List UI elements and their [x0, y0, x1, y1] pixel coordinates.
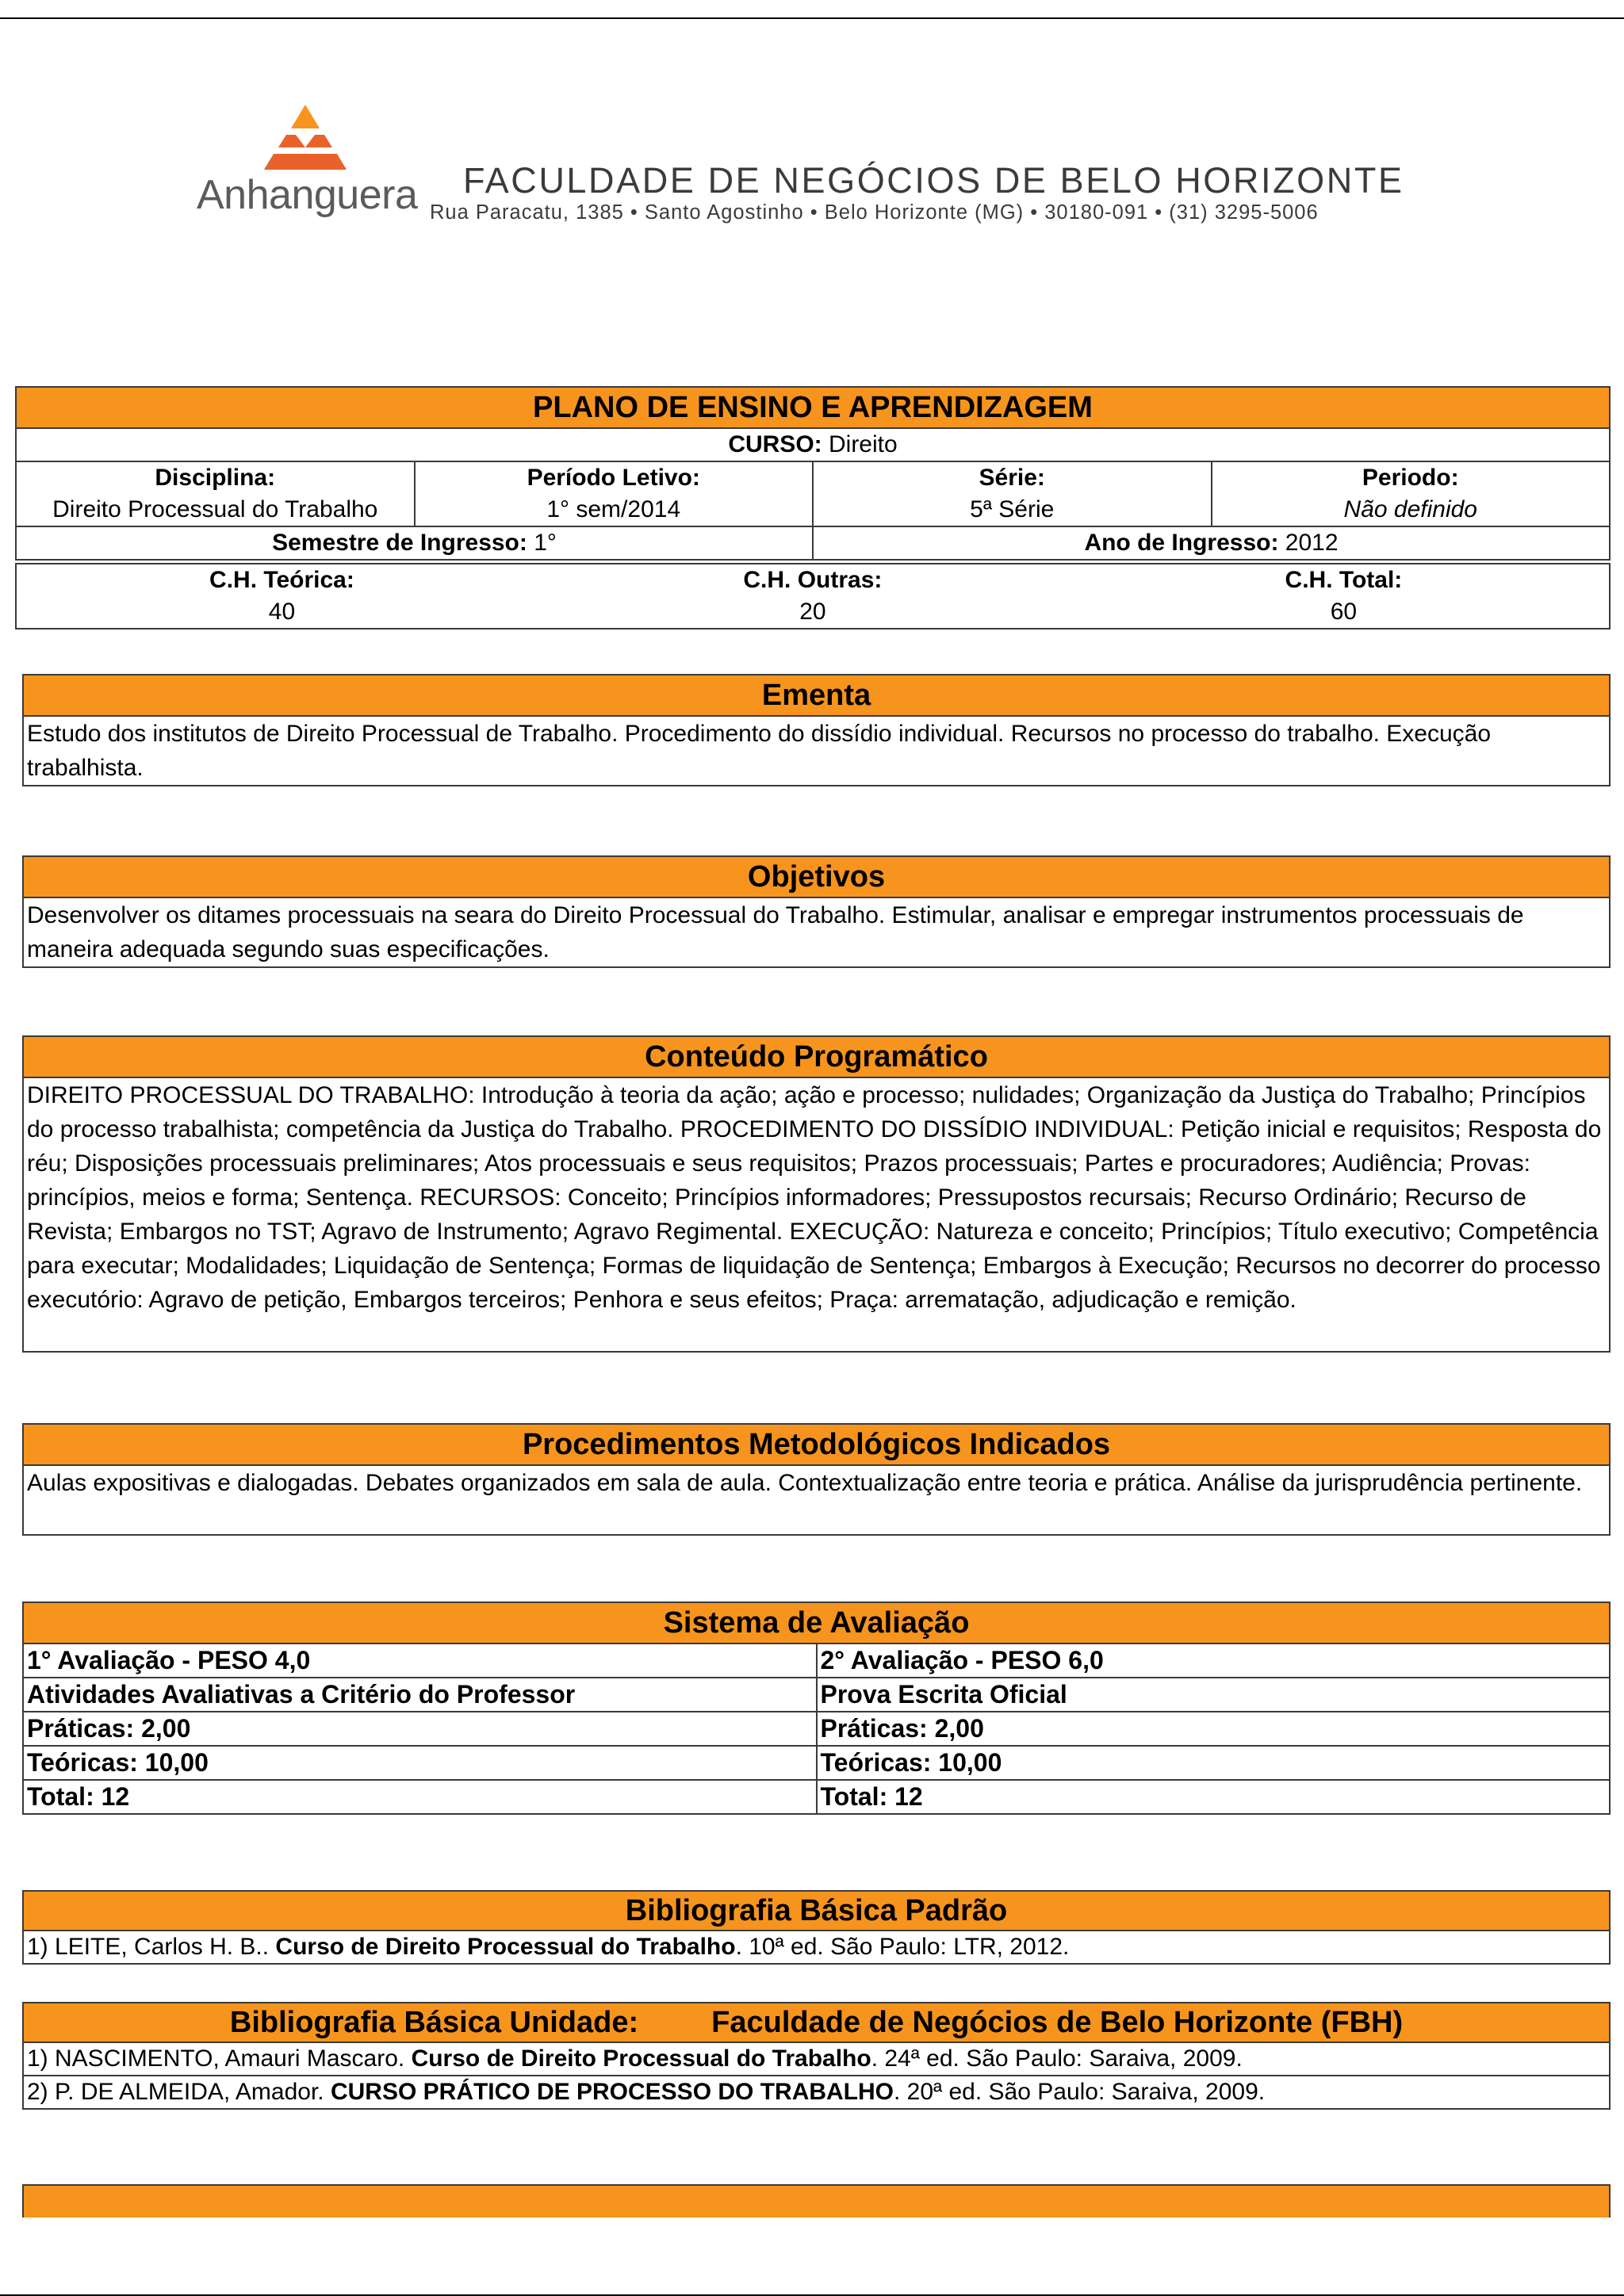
avaliacao-cell: Prova Escrita Oficial — [817, 1678, 1611, 1712]
avaliacao-cell: Total: 12 — [817, 1780, 1611, 1814]
ementa-title: Ementa — [23, 675, 1610, 716]
semestre-ingresso — [16, 526, 813, 560]
plan-title: PLANO DE ENSINO E APRENDIZAGEM — [16, 387, 1610, 428]
serie-label: Série: — [813, 461, 1212, 494]
triangle-logo-icon — [250, 103, 361, 171]
bib-padrao-item — [23, 1931, 1610, 1964]
bib-unidade-title-right: Faculdade de Negócios de Belo Horizonte (FBH) — [711, 2006, 1404, 2039]
ch-teorica-label: C.H. Teórica: — [16, 564, 547, 596]
bib-unidade-title-left: Bibliografia Básica Unidade: — [229, 2006, 639, 2039]
top-rule — [0, 17, 1624, 19]
institution-address: Rua Paracatu, 1385 • Santo Agostinho • Belo Horizonte (MG) • 30180-091 • (31) 3295-5006 — [430, 201, 1319, 224]
bib-book-title: Curso de Direito Processual do Trabalho — [411, 2045, 871, 2072]
conteudo-title: Conteúdo Programático — [23, 1036, 1610, 1077]
bib-padrao-title: Bibliografia Básica Padrão — [23, 1891, 1610, 1931]
ano-value: 2012 — [1278, 530, 1339, 556]
ementa-section — [22, 674, 1611, 786]
ementa-text: Estudo dos institutos de Direito Processual de Trabalho. Procedimento do dissídio individual. Recursos no processo do trabalho. Execução trabalhista. — [23, 716, 1610, 786]
avaliacao-cell: Práticas: 2,00 — [23, 1712, 817, 1746]
periodo-letivo-value: 1° sem/2014 — [415, 494, 814, 526]
semestre-label: Semestre de Ingresso: — [272, 530, 527, 556]
periodo-letivo-label: Período Letivo: — [415, 461, 814, 494]
curso-value: Direito — [822, 431, 898, 457]
ano-ingresso — [813, 526, 1610, 560]
ch-total-value: 60 — [1078, 596, 1610, 629]
ano-label: Ano de Ingresso: — [1084, 530, 1279, 556]
carga-horaria-table — [15, 563, 1611, 629]
plan-table — [15, 386, 1611, 561]
ch-teorica-value: 40 — [16, 596, 547, 629]
curso-row — [16, 428, 1610, 461]
disciplina-label: Disciplina: — [16, 461, 415, 494]
bib-book-title: Curso de Direito Processual do Trabalho — [275, 1934, 736, 1960]
avaliacao-cell: Práticas: 2,00 — [817, 1712, 1611, 1746]
bibliografia-padrao-section — [22, 1890, 1611, 1965]
bib-book-title: CURSO PRÁTICO DE PROCESSO DO TRABALHO — [330, 2079, 894, 2105]
avaliacao-title: Sistema de Avaliação — [23, 1602, 1610, 1644]
curso-label: CURSO: — [728, 431, 822, 457]
logo-text: Anhanguera — [197, 172, 418, 218]
avaliacao-cell: Teóricas: 10,00 — [23, 1746, 817, 1780]
bibliografia-unidade-section — [22, 2002, 1611, 2110]
document-header — [190, 103, 1427, 238]
next-section-bar — [23, 2185, 1610, 2218]
ch-total-label: C.H. Total: — [1078, 564, 1610, 596]
bib-unidade-item — [23, 2076, 1610, 2109]
procedimentos-text: Aulas expositivas e dialogadas. Debates organizados em sala de aula. Contextualização entre teoria e prática. Análise da jurisprudência pertinente. — [23, 1465, 1610, 1535]
procedimentos-title: Procedimentos Metodológicos Indicados — [23, 1424, 1610, 1465]
avaliacao-cell: Teóricas: 10,00 — [817, 1746, 1611, 1780]
institution-name: FACULDADE DE NEGÓCIOS DE BELO HORIZONTE — [463, 160, 1404, 201]
avaliacao-cell: Total: 12 — [23, 1780, 817, 1814]
objetivos-title: Objetivos — [23, 856, 1610, 897]
bib-edition: . 10ª ed. São Paulo: LTR, 2012. — [735, 1934, 1070, 1960]
procedimentos-section — [22, 1423, 1611, 1536]
anhanguera-logo — [190, 103, 418, 230]
serie-value: 5ª Série — [813, 494, 1212, 526]
ch-outras-value: 20 — [547, 596, 1078, 629]
avaliacao-section — [22, 1601, 1611, 1815]
avaliacao-cell: 1° Avaliação - PESO 4,0 — [23, 1644, 817, 1678]
bib-edition: . 24ª ed. São Paulo: Saraiva, 2009. — [871, 2045, 1243, 2072]
conteudo-text: DIREITO PROCESSUAL DO TRABALHO: Introdução à teoria da ação; ação e processo; nulidades; Organização da Justiça do Trabalho; Princípios do processo trabalhista; competência da Justiça do Trabalho. PROCEDIMENTO DO DISSÍDIO INDIVIDUAL: Petição inicial e requisitos; Resposta do réu; Disposições processuais preliminares; Atos processuais e seus requisitos; Prazos processuais; Partes e procuradores; Audiência; Provas: princípios, meios e forma; Sentença. RECURSOS: Conceito; Princípios informadores; Pressupostos recursais; Recurso Ordinário; Recurso de Revista; Embargos no TST; Agravo de Instrumento; Agravo Regimental. EXECUÇÃO: Natureza e conceito; Princípios; Título executivo; Competência para executar; Modalidades; Liquidação de Sentença; Formas de liquidação de Sentença; Embargos à Execução; Recursos no decorrer do processo executório: Agravo de petição, Embargos terceiros; Penhora e seus efeitos; Praça: arrematação, adjudicação e remição. — [23, 1077, 1610, 1352]
bib-author: 2) P. DE ALMEIDA, Amador. — [27, 2079, 331, 2105]
conteudo-section — [22, 1035, 1611, 1353]
disciplina-value: Direito Processual do Trabalho — [16, 494, 415, 526]
avaliacao-cell: Atividades Avaliativas a Critério do Professor — [23, 1678, 817, 1712]
periodo-value: Não definido — [1212, 494, 1611, 526]
bib-unidade-title — [23, 2003, 1610, 2042]
bib-author: 1) NASCIMENTO, Amauri Mascaro. — [27, 2045, 412, 2072]
objetivos-text: Desenvolver os ditames processuais na seara do Direito Processual do Trabalho. Estimular, analisar e empregar instrumentos processuais de maneira adequada segundo suas especificações. — [23, 897, 1610, 967]
bib-unidade-item — [23, 2042, 1610, 2076]
bib-author: 1) LEITE, Carlos H. B.. — [27, 1934, 276, 1960]
semestre-value: 1° — [527, 530, 557, 556]
ch-outras-label: C.H. Outras: — [547, 564, 1078, 596]
next-section-header — [22, 2184, 1611, 2218]
avaliacao-cell: 2° Avaliação - PESO 6,0 — [817, 1644, 1611, 1678]
objetivos-section — [22, 855, 1611, 968]
bib-edition: . 20ª ed. São Paulo: Saraiva, 2009. — [894, 2079, 1266, 2105]
periodo-label: Periodo: — [1212, 461, 1611, 494]
